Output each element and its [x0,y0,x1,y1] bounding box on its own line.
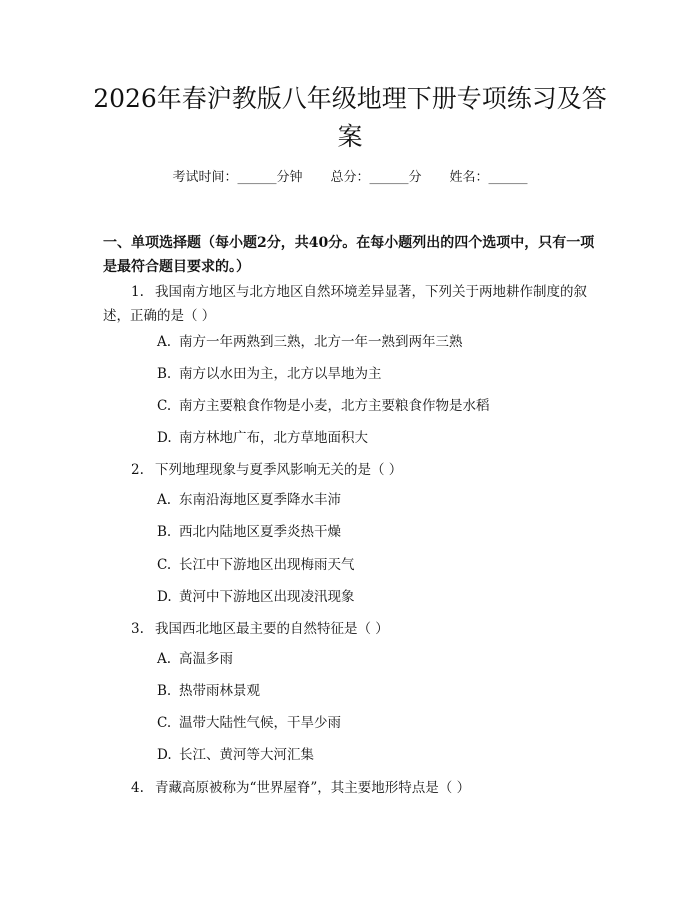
q2-option-b [157,522,597,542]
option-text: 南方以水田为主，北方以旱地为主 [179,366,382,382]
q1-option-d [157,428,597,448]
question-3 [103,617,603,641]
question-4 [103,776,603,800]
question-number: 2. [131,462,144,478]
option-text: 东南沿海地区夏季降水丰沛 [179,492,341,508]
q1-option-c [157,396,597,416]
option-letter: D. [157,747,172,763]
option-text: 南方林地广布，北方草地面积大 [179,430,368,446]
q3-option-b [157,681,597,701]
question-number: 4. [131,780,144,796]
option-letter: B. [157,524,172,540]
question-text: 我国南方地区与北方地区自然环境差异显著，下列关于两地耕作制度的叙述，正确的是（ ） [103,284,587,324]
question-text: 下列地理现象与夏季风影响无关的是（ ） [155,462,403,478]
option-letter: C. [157,715,172,731]
option-letter: D. [157,430,172,446]
option-text: 温带大陆性气候，干旱少雨 [179,715,341,731]
q3-option-d [157,745,597,765]
q2-option-a [157,490,597,510]
exam-info [0,168,700,188]
exam-time: 考试时间：______分钟 [172,170,303,185]
option-text: 南方一年两熟到三熟，北方一年一熟到两年三熟 [179,334,463,350]
option-text: 黄河中下游地区出现凌汛现象 [179,589,355,605]
option-letter: A. [157,334,172,350]
option-letter: A. [157,651,172,667]
option-text: 热带雨林景观 [179,683,260,699]
question-number: 3. [131,621,144,637]
option-text: 高温多雨 [179,651,233,667]
q3-option-c [157,713,597,733]
question-text: 青藏高原被称为“世界屋脊”，其主要地形特点是（ ） [155,780,471,796]
option-text: 长江中下游地区出现梅雨天气 [179,557,355,573]
q2-option-d [157,587,597,607]
page-title: 2026年春沪教版八年级地理下册专项练习及答案 [93,84,607,151]
question-2 [103,458,603,482]
student-name: 姓名：______ [449,170,528,185]
option-letter: A. [157,492,172,508]
option-letter: B. [157,683,172,699]
question-1 [103,280,603,328]
question-text: 我国西北地区最主要的自然特征是（ ） [155,621,389,637]
question-number: 1. [131,284,144,300]
section-heading: 一、单项选择题（每小题2分，共40分。在每小题列出的四个选项中，只有一项是最符合题目要求的。） [103,235,595,275]
option-letter: B. [157,366,172,382]
q1-option-a [157,332,597,352]
option-letter: D. [157,589,172,605]
option-text: 西北内陆地区夏季炎热干燥 [179,524,341,540]
option-letter: C. [157,398,172,414]
q2-option-c [157,555,597,575]
option-text: 长江、黄河等大河汇集 [179,747,314,763]
option-text: 南方主要粮食作物是小麦，北方主要粮食作物是水稻 [179,398,490,414]
q1-option-b [157,364,597,384]
q3-option-a [157,649,597,669]
exam-score: 总分：______分 [330,170,422,185]
option-letter: C. [157,557,172,573]
